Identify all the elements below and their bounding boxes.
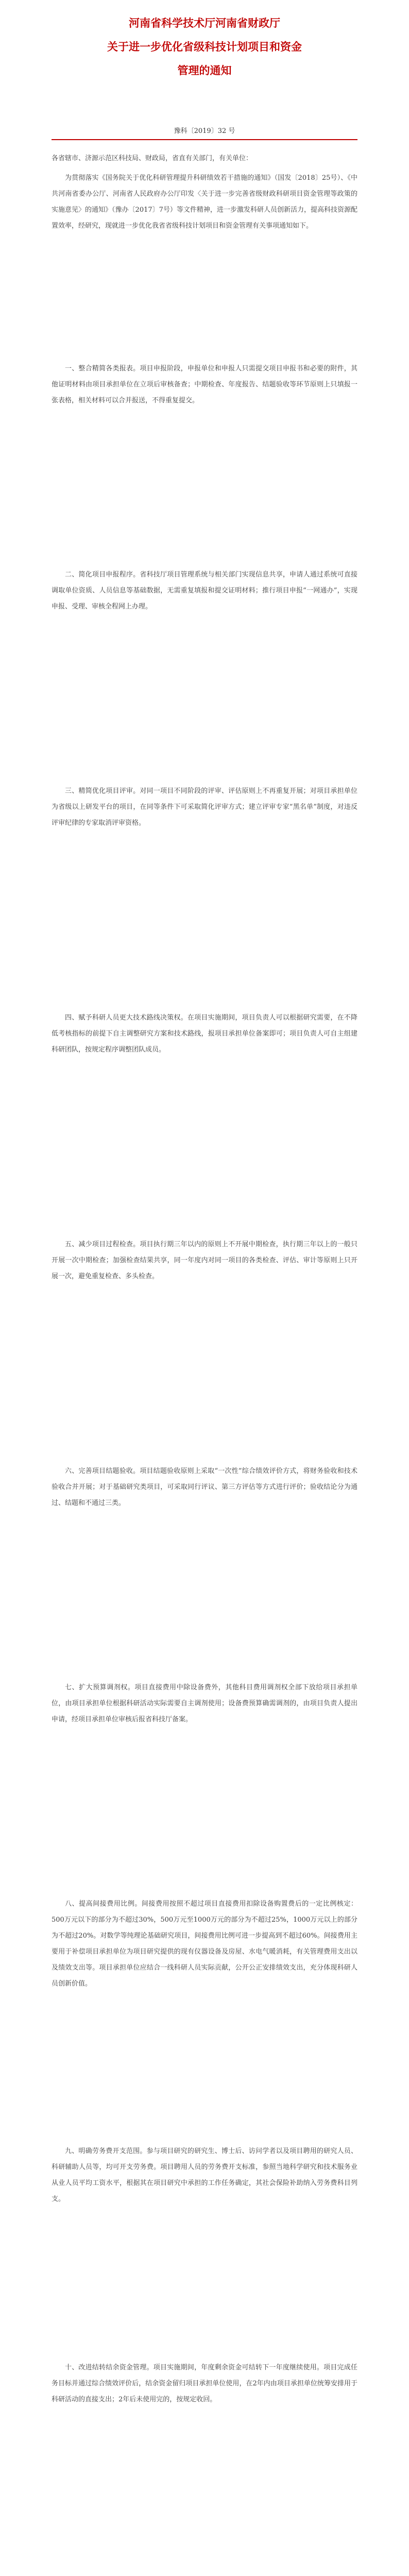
paragraph-9: 九、明确劳务费开支范围。参与项目研究的研究生、博士后、访问学者以及项目聘用的研究人员、科研辅助人员等，均可开支劳务费。项目聘用人员的劳务费开支标准，参照当地科学研究和技术服务业从业人员平均工资水平，根据其在项目研究中承担的工作任务确定，其社会保险补助纳入劳务费科目列支。 bbox=[52, 2147, 357, 2203]
intro-paragraph: 为贯彻落实《国务院关于优化科研管理提升科研绩效若干措施的通知》（国发〔2018〕25号）、《中共河南省委办公厅、河南省人民政府办公厅印发〈关于进一步完善省级财政科研项目资金管理等政策的实施意见〉的通知》（豫办〔2017〕7号）等文件精神，进一步激发科研人员创新活力，提高科技资源配置效率，经研究，现就进一步优化我省省级科技计划项目和资金管理有关事项通知如下。 bbox=[52, 174, 357, 230]
paragraph-4: 四、赋予科研人员更大技术路线决策权。在项目实施期间，项目负责人可以根据研究需要，在不降低考核指标的前提下自主调整研究方案和技术路线，报项目承担单位备案即可；项目负责人可自主组建科研团队，按规定程序调整团队成员。 bbox=[52, 1014, 357, 1054]
recipients: 各省辖市、济源示范区科技局、财政局，省直有关部门，有关单位： bbox=[52, 155, 253, 162]
paragraph-7: 七、扩大预算调剂权。项目直接费用中除设备费外，其他科目费用调剂权全部下放给项目承担单位，由项目承担单位根据科研活动实际需要自主调剂使用；设备费预算确需调剂的，由项目负责人提出申请，经项目承担单位审核后报省科技厅备案。 bbox=[52, 1684, 357, 1723]
paragraph-1: 一、整合精简各类报表。项目申报阶段，申报单位和申报人只需提交项目申报书和必要的附件，其他证明材料由项目承担单位在立项后审核备查；中期检查、年度报告、结题验收等环节原则上只填报一张表格，相关材料可以合并报送，不得重复提交。 bbox=[52, 365, 357, 404]
paragraph-8: 八、提高间接费用比例。间接费用按照不超过项目直接费用扣除设备购置费后的一定比例核定：500万元以下的部分为不超过30%，500万元至1000万元的部分为不超过25%，1000万元以上的部分为不超过20%。对数学等纯理论基础研究项目，间接费用比例可进一步提高到不超过60%。间接费用主要用于补偿项目承担单位为项目研究提供的现有仪器设备及房屋、水电气暖消耗，有关管理费用支出以及绩效支出等。项目承担单位应结合一线科研人员实际贡献，公开公正安排绩效支出，充分体现科研人员创新价值。 bbox=[52, 1900, 357, 1988]
paragraph-3: 三、精简优化项目评审。对同一项目不同阶段的评审、评估原则上不再重复开展；对项目承担单位为省级以上研发平台的项目，在同等条件下可采取简化评审方式；建立评审专家“黑名单”制度，对违反评审纪律的专家取消评审资格。 bbox=[52, 787, 357, 827]
doc-number: 豫科〔2019〕32 号 bbox=[174, 127, 235, 135]
doc-title-line2: 关于进一步优化省级科技计划项目和资金 bbox=[107, 40, 302, 53]
red-divider bbox=[52, 139, 357, 140]
paragraph-2: 二、简化项目申报程序。省科技厅项目管理系统与相关部门实现信息共享，申请人通过系统可直接调取单位资质、人员信息等基础数据，无需重复填报和提交证明材料；推行项目申报“一网通办”，实现申报、受理、审核全程网上办理。 bbox=[52, 571, 357, 611]
doc-title-line1: 河南省科学技术厅河南省财政厅 bbox=[129, 16, 280, 29]
paragraph-5: 五、减少项目过程检查。项目执行期三年以内的原则上不开展中期检查，执行期三年以上的一般只开展一次中期检查；加强检查结果共享，同一年度内对同一项目的各类检查、评估、审计等原则上只开展一次，避免重复检查、多头检查。 bbox=[52, 1241, 357, 1280]
paragraph-10: 十、改进结转结余资金管理。项目实施期间，年度剩余资金可结转下一年度继续使用。项目完成任务目标并通过综合绩效评价后，结余资金留归项目承担单位使用，在2年内由项目承担单位统筹安排用于科研活动的直接支出；2年后未使用完的，按规定收回。 bbox=[52, 2364, 357, 2403]
paragraph-6: 六、完善项目结题验收。项目结题验收原则上采取“一次性”综合绩效评价方式，将财务验收和技术验收合并开展；对于基础研究类项目，可采取同行评议、第三方评估等方式进行评价；验收结论分为通过、结题和不通过三类。 bbox=[52, 1467, 357, 1507]
doc-title-line3: 管理的通知 bbox=[177, 64, 232, 77]
